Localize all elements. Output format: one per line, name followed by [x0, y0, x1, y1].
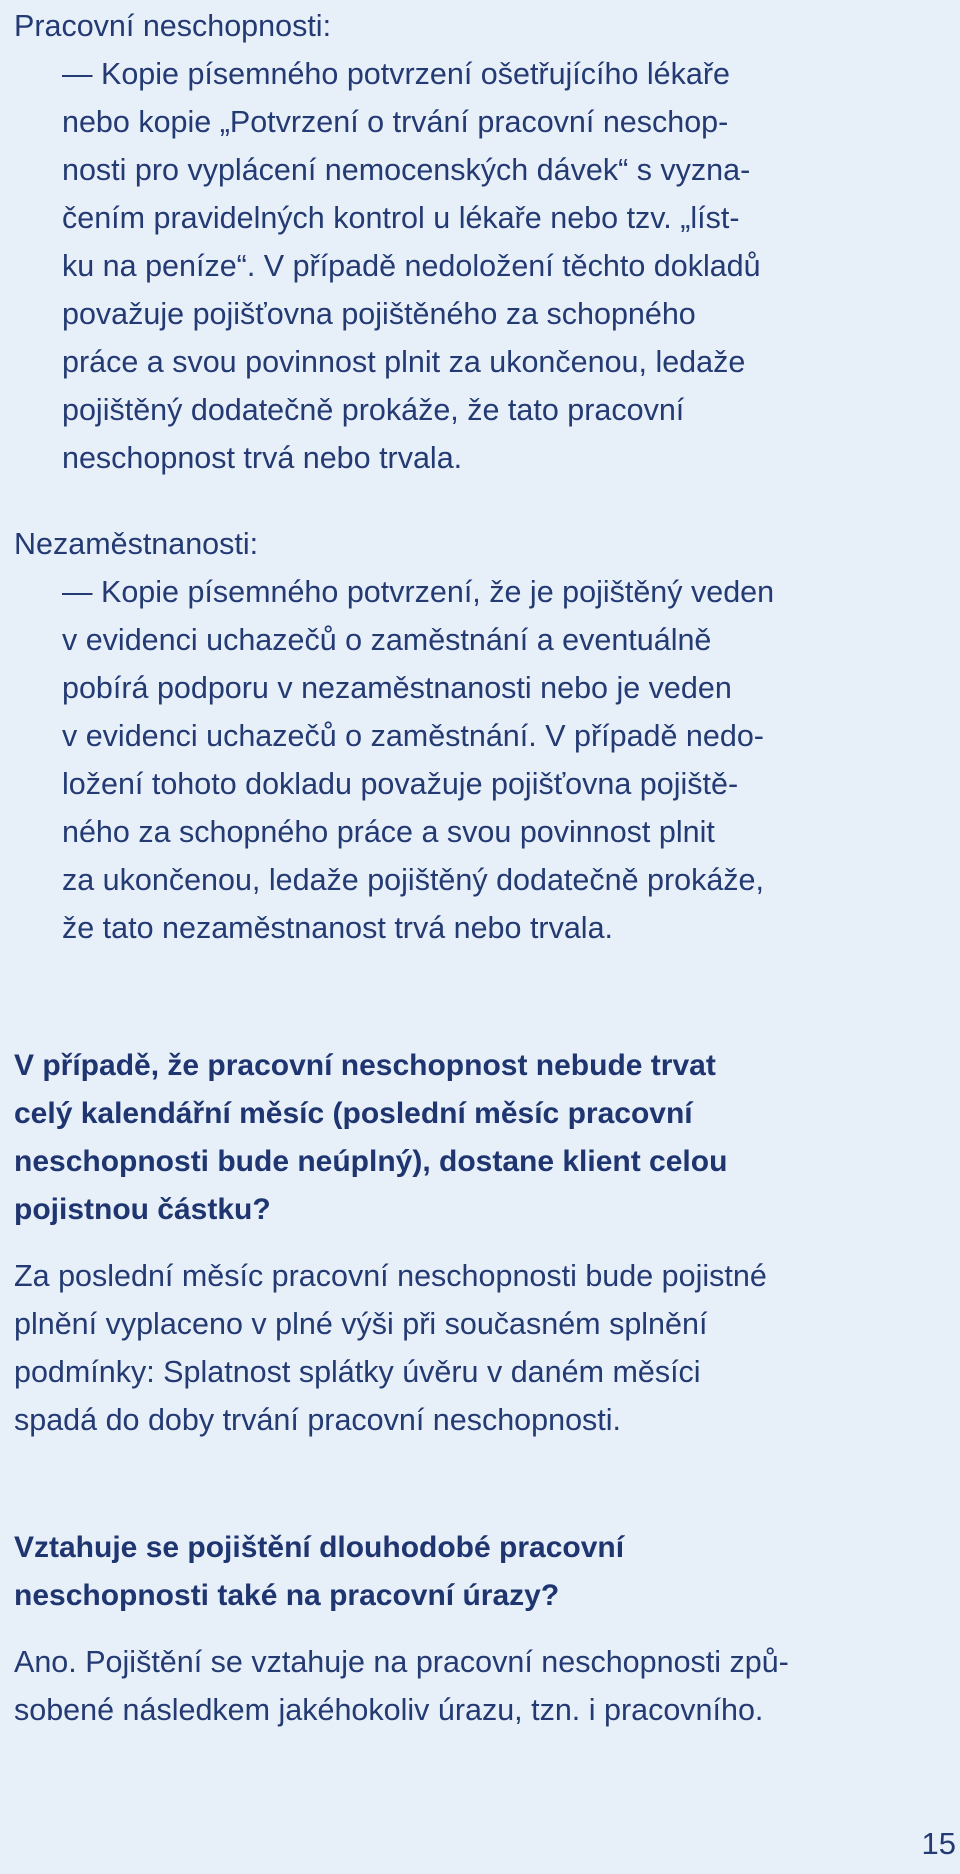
answer-line: spadá do doby trvání pracovní neschopnosti. [14, 1403, 622, 1437]
section-heading-work-incapacity: Pracovní neschopnosti: [14, 9, 332, 43]
answer-line: Ano. Pojištění se vztahuje na pracovní neschopnosti způ- [14, 1645, 789, 1679]
question-line: neschopnosti také na pracovní úrazy? [14, 1579, 560, 1612]
text-line: pobírá podporu v nezaměstnanosti nebo je veden [62, 671, 732, 705]
question-line: Vztahuje se pojištění dlouhodobé pracovní [14, 1531, 625, 1564]
answer-line: plnění vyplaceno v plné výši při současném splnění [14, 1307, 708, 1341]
text-line: neschopnost trvá nebo trvala. [62, 441, 463, 475]
text-line: pojištěný dodatečně prokáže, že tato pracovní [62, 393, 685, 427]
answer-line: podmínky: Splatnost splátky úvěru v daném měsíci [14, 1355, 701, 1389]
text-line: — Kopie písemného potvrzení, že je pojištěný veden [62, 575, 775, 609]
text-line: ného za schopného práce a svou povinnost plnit [62, 815, 715, 849]
page-number: 15 [921, 1826, 956, 1861]
question-line: neschopnosti bude neúplný), dostane klient celou [14, 1145, 728, 1178]
answer-line: Za poslední měsíc pracovní neschopnosti bude pojistné [14, 1259, 767, 1293]
question-line: pojistnou částku? [14, 1193, 271, 1226]
text-line: v evidenci uchazečů o zaměstnání a eventuálně [62, 623, 712, 657]
text-line: — Kopie písemného potvrzení ošetřujícího lékaře [62, 57, 730, 91]
text-line: nebo kopie „Potvrzení o trvání pracovní neschop- [62, 105, 729, 139]
text-line: ku na peníze“. V případě nedoložení těchto dokladů [62, 249, 761, 283]
question-line: celý kalendářní měsíc (poslední měsíc pracovní [14, 1097, 693, 1130]
text-line: práce a svou povinnost plnit za ukončenou, ledaže [62, 345, 746, 379]
text-line: v evidenci uchazečů o zaměstnání. V případě nedo- [62, 719, 764, 753]
text-line: za ukončenou, ledaže pojištěný dodatečně prokáže, [62, 863, 764, 897]
question-line: V případě, že pracovní neschopnost nebude trvat [14, 1049, 716, 1082]
text-line: čením pravidelných kontrol u lékaře nebo tzv. „líst- [62, 201, 740, 235]
text-line: považuje pojišťovna pojištěného za schopného [62, 297, 696, 331]
text-line: nosti pro vyplácení nemocenských dávek“ s vyzna- [62, 153, 751, 187]
section-heading-unemployment: Nezaměstnanosti: [14, 527, 259, 561]
text-line: že tato nezaměstnanost trvá nebo trvala. [62, 911, 614, 945]
answer-line: sobené následkem jakéhokoliv úrazu, tzn. i pracovního. [14, 1693, 764, 1727]
text-line: ložení tohoto dokladu považuje pojišťovna pojiště- [62, 767, 739, 801]
